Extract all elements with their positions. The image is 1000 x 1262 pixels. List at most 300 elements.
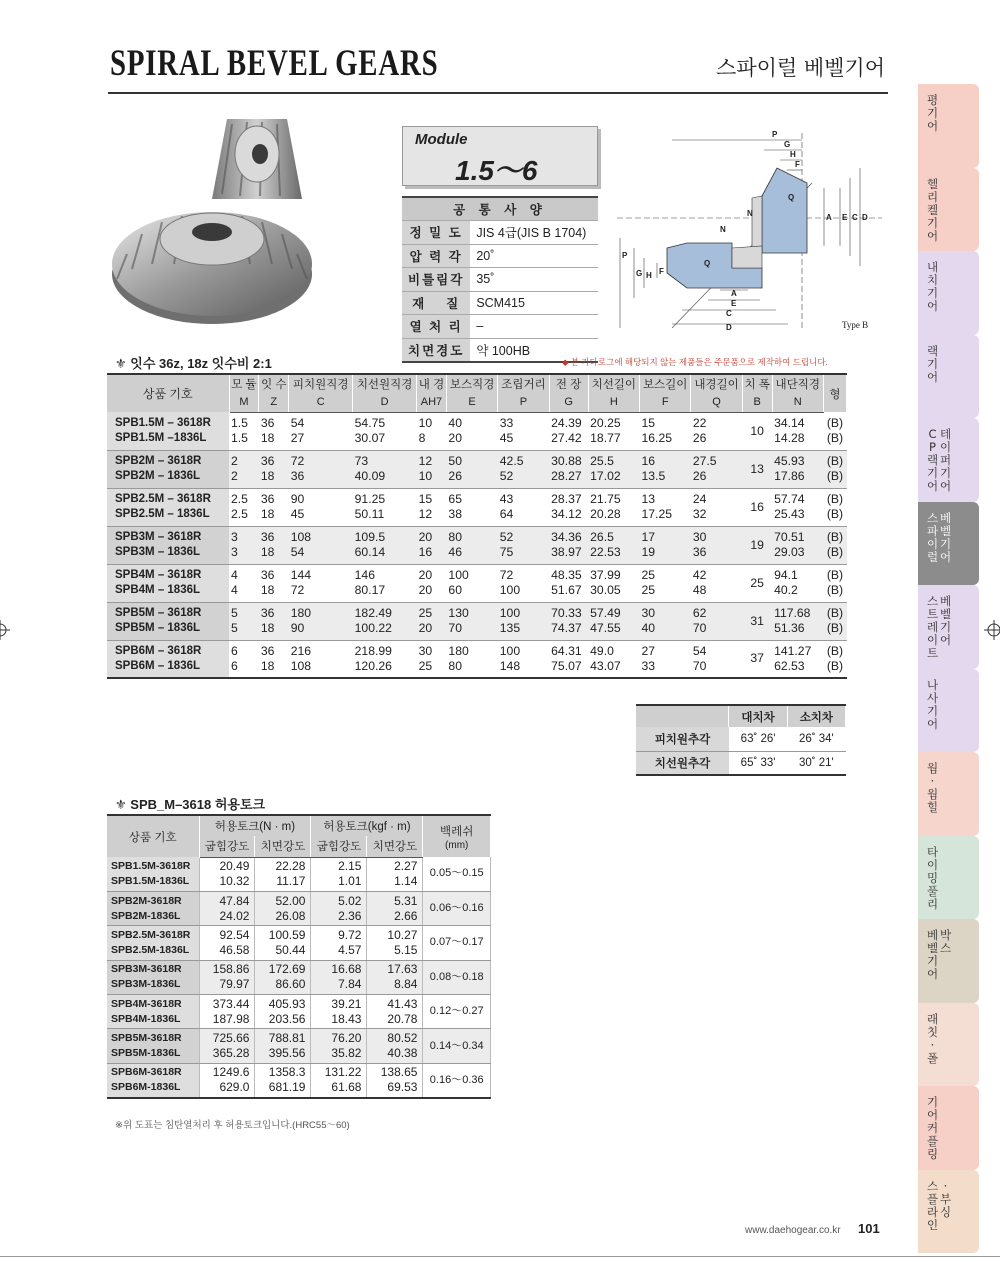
cell-P: 72 100 (498, 564, 549, 602)
spec-row (402, 291, 598, 315)
col-subheader: C (289, 393, 353, 412)
cell-E: 80 46 (446, 526, 497, 564)
backlash-cell: 0.14～0.34 (423, 1029, 491, 1063)
torque-section-title (115, 794, 265, 813)
torque-subheader: 치면강도 (367, 836, 423, 857)
cell-Q: 24 32 (691, 488, 742, 526)
cell-D: 182.49 100.22 (353, 602, 417, 640)
category-tab[interactable] (918, 168, 979, 252)
cell-H: 26.5 22.53 (588, 526, 639, 564)
cell-H: 37.99 30.05 (588, 564, 639, 602)
category-tab-label: 스플라인·부싱 (926, 1178, 952, 1232)
col-header: 피치원직경 (289, 374, 353, 393)
torque-cell: 1358.3 681.19 (255, 1063, 311, 1097)
cell-F: 17 19 (640, 526, 691, 564)
col-subheader: D (353, 393, 417, 412)
category-tab-label: 헬리켈기어 (926, 176, 939, 243)
dim-label: F (659, 267, 664, 276)
cell-G: 28.37 34.12 (549, 488, 588, 526)
cell-D: 91.25 50.11 (353, 488, 417, 526)
category-tab[interactable] (918, 585, 979, 669)
cell-type: (B) (B) (823, 602, 846, 640)
dim-label: P (772, 130, 778, 139)
common-spec-table (402, 196, 598, 363)
spec-value: 35˚ (470, 268, 598, 292)
cell-E: 50 26 (446, 450, 497, 488)
category-tab[interactable] (918, 1170, 979, 1254)
torque-cell: 52.00 26.08 (255, 891, 311, 925)
dim-label: P (622, 251, 628, 260)
torque-cell: 17.63 8.84 (367, 960, 423, 994)
torque-cell: 5.31 2.66 (367, 891, 423, 925)
product-code: SPB1.5M-3618R SPB1.5M-1836L (107, 857, 199, 891)
product-code: SPB1.5M – 3618R SPB1.5M –1836L (107, 412, 229, 450)
dim-label: A (731, 289, 737, 298)
registration-mark-icon (0, 620, 10, 640)
page-title-ko: 스파이럴 베벨기어 (716, 56, 885, 80)
cell-type: (B) (B) (823, 412, 846, 450)
cell-N: 94.1 40.2 (772, 564, 823, 602)
cell-A: 10 8 (417, 412, 447, 450)
angle-header: 소치차 (787, 705, 845, 727)
backlash-cell: 0.07～0.17 (423, 926, 491, 960)
col-subheader: P (498, 393, 549, 412)
cell-P: 100 148 (498, 640, 549, 678)
col-header: 치 폭 (742, 374, 772, 393)
torque-cell: 9.72 4.57 (311, 926, 367, 960)
dim-label: D (726, 323, 732, 332)
torque-cell: 405.93 203.56 (255, 995, 311, 1029)
torque-cell: 10.27 5.15 (367, 926, 423, 960)
dim-label: H (646, 271, 652, 280)
cell-N: 117.68 51.36 (772, 602, 823, 640)
page-title-en: SPIRAL BEVEL GEARS (110, 43, 439, 84)
dim-label: E (731, 299, 737, 308)
torque-cell: 5.02 2.36 (311, 891, 367, 925)
dim-label: Q (704, 259, 711, 268)
cell-Z: 36 18 (259, 488, 289, 526)
spec-row (402, 315, 598, 339)
angle-label: 치선원추각 (636, 751, 729, 775)
col-subheader: N (772, 393, 823, 412)
dim-label: Q (788, 193, 795, 202)
col-header: 내단직경 (772, 374, 823, 393)
backlash-cell: 0.08～0.18 (423, 960, 491, 994)
table-row (107, 891, 491, 925)
diagram-caption: Type B (842, 320, 869, 330)
cell-M: 6 6 (229, 640, 259, 678)
category-tab-label: 스트레이트베벨기어 (926, 594, 952, 660)
cell-G: 70.33 74.37 (549, 602, 588, 640)
cell-F: 15 16.25 (640, 412, 691, 450)
col-subheader: M (229, 393, 259, 412)
col-header: 잇 수 (259, 374, 289, 393)
cell-Q: 30 36 (691, 526, 742, 564)
table-row (107, 1029, 491, 1063)
cell-D: 73 40.09 (353, 450, 417, 488)
cell-N: 57.74 25.43 (772, 488, 823, 526)
cell-G: 24.39 27.42 (549, 412, 588, 450)
category-tabs (918, 84, 979, 1253)
angle-row (636, 751, 846, 775)
gear-dimension-diagram (612, 128, 882, 334)
category-tab-label: 내치기어 (926, 260, 939, 313)
torque-cell: 2.27 1.14 (367, 857, 423, 891)
cell-Z: 36 18 (259, 526, 289, 564)
spec-value: 약 100HB (470, 338, 598, 362)
product-code: SPB2M – 3618R SPB2M – 1836L (107, 450, 229, 488)
cell-Z: 36 18 (259, 640, 289, 678)
angle-value: 26˚ 34' (787, 727, 845, 751)
cell-M: 3 3 (229, 526, 259, 564)
spec-key: 정 밀 도 (402, 221, 470, 245)
category-tab[interactable] (918, 1086, 979, 1170)
torque-cell: 76.20 35.82 (311, 1029, 367, 1063)
dim-label: N (720, 225, 726, 234)
cell-Q: 62 70 (691, 602, 742, 640)
spec-value: – (470, 315, 598, 339)
cell-H: 49.0 43.07 (588, 640, 639, 678)
cell-E: 65 38 (446, 488, 497, 526)
cell-G: 30.88 28.27 (549, 450, 588, 488)
torque-note: ※위 도표는 침탄열처리 후 허용토크입니다.(HRC55～60) (115, 1120, 350, 1131)
cell-D: 218.99 120.26 (353, 640, 417, 678)
cell-M: 2 2 (229, 450, 259, 488)
angle-corner (636, 705, 729, 727)
col-header: 치선원직경 (353, 374, 417, 393)
category-tab[interactable] (918, 752, 979, 836)
table-row (107, 857, 491, 891)
cell-E: 100 60 (446, 564, 497, 602)
cell-C: 72 36 (289, 450, 353, 488)
category-tab-label: 웜·웜힐 (926, 761, 939, 814)
cell-Z: 36 18 (259, 450, 289, 488)
product-code: SPB6M-3618R SPB6M-1836L (107, 1063, 199, 1097)
col-header: 치선길이 (588, 374, 639, 393)
col-header: 보스직경 (446, 374, 497, 393)
dim-label: G (636, 269, 643, 278)
cell-B: 25 (742, 564, 772, 602)
category-tab-label: CP랙기어테이퍼기어 (926, 427, 952, 493)
cone-angle-table (636, 704, 846, 776)
category-tab-label: 래칫·폴 (926, 1011, 939, 1065)
registration-mark-icon (984, 620, 1000, 640)
col-subheader: E (446, 393, 497, 412)
category-tab[interactable] (918, 502, 979, 586)
col-header: 내 경 (417, 374, 447, 393)
spec-title: 공 통 사 양 (402, 197, 598, 221)
table-row (107, 960, 491, 994)
cell-M: 5 5 (229, 602, 259, 640)
col-header: 모 듈 (229, 374, 259, 393)
torque-table (107, 814, 491, 1099)
category-tab-label: 나사기어 (926, 677, 939, 731)
product-code: SPB5M – 3618R SPB5M – 1836L (107, 602, 229, 640)
custom-order-note: ◆ 본 카다로그에 해당되지 않는 제품들은 주문품으로 제작하여 드립니다. (562, 357, 828, 367)
cell-B: 31 (742, 602, 772, 640)
product-code: SPB3M-3618R SPB3M-1836L (107, 960, 199, 994)
dim-label: A (826, 213, 832, 222)
cell-A: 12 10 (417, 450, 447, 488)
gear-photo (112, 104, 347, 336)
fleur-icon: ⚜ (115, 797, 127, 812)
category-tab-label: 기어커플링 (926, 1095, 939, 1161)
angle-value: 65˚ 33' (729, 751, 787, 775)
torque-subheader: 굽힘강도 (199, 836, 255, 857)
cell-D: 109.5 60.14 (353, 526, 417, 564)
dim-label: H (790, 150, 796, 159)
cell-N: 45.93 17.86 (772, 450, 823, 488)
product-code: SPB6M – 3618R SPB6M – 1836L (107, 640, 229, 678)
cell-H: 57.49 47.55 (588, 602, 639, 640)
torque-cell: 2.15 1.01 (311, 857, 367, 891)
torque-cell: 39.21 18.43 (311, 995, 367, 1029)
product-code: SPB4M – 3618R SPB4M – 1836L (107, 564, 229, 602)
cell-A: 30 25 (417, 640, 447, 678)
torque-header-backlash: 백레쉬 (mm) (423, 815, 491, 857)
angle-value: 30˚ 21' (787, 751, 845, 775)
cell-C: 90 45 (289, 488, 353, 526)
cell-G: 64.31 75.07 (549, 640, 588, 678)
torque-cell: 1249.6 629.0 (199, 1063, 255, 1097)
fleur-icon: ⚜ (115, 356, 127, 371)
cell-type: (B) (B) (823, 526, 846, 564)
cell-F: 27 33 (640, 640, 691, 678)
torque-cell: 16.68 7.84 (311, 960, 367, 994)
main-section-text: 잇수 36z, 18z 잇수비 2:1 (130, 356, 272, 371)
spec-value: SCM415 (470, 291, 598, 315)
category-tab-label: 타이밍풀리 (926, 844, 939, 911)
cell-M: 4 4 (229, 564, 259, 602)
cell-P: 43 64 (498, 488, 549, 526)
product-code: SPB2M-3618R SPB2M-1836L (107, 891, 199, 925)
cell-B: 13 (742, 450, 772, 488)
dim-label: D (862, 213, 868, 222)
cell-A: 15 12 (417, 488, 447, 526)
torque-section-text: SPB_M–3618 허용토크 (130, 797, 266, 812)
col-header: 조립거리 (498, 374, 549, 393)
cell-F: 25 25 (640, 564, 691, 602)
torque-cell: 41.43 20.78 (367, 995, 423, 1029)
product-code: SPB2.5M – 3618R SPB2.5M – 1836L (107, 488, 229, 526)
module-value: 1.5～6 (455, 155, 538, 186)
product-code: SPB5M-3618R SPB5M-1836L (107, 1029, 199, 1063)
cell-G: 48.35 51.67 (549, 564, 588, 602)
torque-subheader: 굽힘강도 (311, 836, 367, 857)
dim-label: F (795, 160, 800, 169)
backlash-cell: 0.06～0.16 (423, 891, 491, 925)
cell-Q: 22 26 (691, 412, 742, 450)
dim-label: E (842, 213, 848, 222)
cell-E: 130 70 (446, 602, 497, 640)
dim-label: C (852, 213, 858, 222)
table-row (107, 564, 847, 602)
product-code: SPB4M-3618R SPB4M-1836L (107, 995, 199, 1029)
spec-value: 20˚ (470, 244, 598, 268)
torque-cell: 22.28 11.17 (255, 857, 311, 891)
category-tab-label: 랙기어 (926, 343, 939, 384)
cell-G: 34.36 38.97 (549, 526, 588, 564)
spec-value: JIS 4급(JIS B 1704) (470, 221, 598, 245)
angle-row (636, 727, 846, 751)
col-header-type: 형 (823, 374, 846, 412)
table-row (107, 995, 491, 1029)
cell-P: 52 75 (498, 526, 549, 564)
title-divider (108, 92, 888, 94)
cell-Z: 36 18 (259, 602, 289, 640)
torque-cell: 138.65 69.53 (367, 1063, 423, 1097)
module-badge (402, 126, 598, 186)
category-tab-label: 스파이럴베벨기어 (926, 510, 952, 564)
table-row (107, 526, 847, 564)
cell-E: 180 80 (446, 640, 497, 678)
col-subheader: B (742, 393, 772, 412)
table-row (107, 412, 847, 450)
footer-url[interactable]: www.daehogear.co.kr (745, 1225, 841, 1236)
cell-Q: 27.5 26 (691, 450, 742, 488)
table-row (107, 640, 847, 678)
category-tab[interactable] (918, 836, 979, 920)
col-subheader: H (588, 393, 639, 412)
cell-Z: 36 18 (259, 412, 289, 450)
table-row (107, 1063, 491, 1097)
cell-type: (B) (B) (823, 640, 846, 678)
torque-header-kgf: 허용토크(kgf · m) (311, 815, 423, 836)
torque-cell: 788.81 395.56 (255, 1029, 311, 1063)
cell-N: 70.51 29.03 (772, 526, 823, 564)
col-subheader: AH7 (417, 393, 447, 412)
cell-E: 40 20 (446, 412, 497, 450)
cell-N: 34.14 14.28 (772, 412, 823, 450)
spec-key: 열 처 리 (402, 315, 470, 339)
category-tab[interactable] (918, 919, 979, 1003)
spec-key: 비틀림각 (402, 268, 470, 292)
cell-F: 16 13.5 (640, 450, 691, 488)
cell-type: (B) (B) (823, 564, 846, 602)
col-header-code: 상품 기호 (107, 374, 229, 412)
torque-header-code: 상품 기호 (107, 815, 199, 857)
torque-cell: 158.86 79.97 (199, 960, 255, 994)
cell-N: 141.27 62.53 (772, 640, 823, 678)
torque-cell: 131.22 61.68 (311, 1063, 367, 1097)
spec-row (402, 268, 598, 292)
cell-H: 25.5 17.02 (588, 450, 639, 488)
table-row (107, 488, 847, 526)
category-tab[interactable] (918, 669, 979, 753)
dim-label: N (747, 209, 753, 218)
angle-label: 피치원추각 (636, 727, 729, 751)
col-subheader: Z (259, 393, 289, 412)
category-tab[interactable] (918, 1003, 979, 1087)
dimension-table (107, 373, 847, 679)
cell-H: 20.25 18.77 (588, 412, 639, 450)
backlash-cell: 0.16～0.36 (423, 1063, 491, 1097)
torque-header-nm: 허용토크(N · m) (199, 815, 311, 836)
spec-key: 재 질 (402, 291, 470, 315)
col-subheader: G (549, 393, 588, 412)
bottom-divider (0, 1256, 1000, 1257)
backlash-cell: 0.12～0.27 (423, 995, 491, 1029)
torque-cell: 92.54 46.58 (199, 926, 255, 960)
cell-P: 100 135 (498, 602, 549, 640)
cell-C: 144 72 (289, 564, 353, 602)
product-code: SPB3M – 3618R SPB3M – 1836L (107, 526, 229, 564)
category-tab[interactable] (918, 335, 979, 419)
main-section-title (115, 353, 272, 372)
table-row (107, 450, 847, 488)
col-header: 보스길이 (640, 374, 691, 393)
cell-C: 216 108 (289, 640, 353, 678)
torque-cell: 172.69 86.60 (255, 960, 311, 994)
category-tab[interactable] (918, 251, 979, 335)
cell-A: 20 20 (417, 564, 447, 602)
cell-B: 37 (742, 640, 772, 678)
angle-header: 대치차 (729, 705, 787, 727)
torque-cell: 47.84 24.02 (199, 891, 255, 925)
spec-key: 치면경도 (402, 338, 470, 362)
cell-M: 2.5 2.5 (229, 488, 259, 526)
backlash-cell: 0.05～0.15 (423, 857, 491, 891)
cell-C: 108 54 (289, 526, 353, 564)
cell-Q: 54 70 (691, 640, 742, 678)
cell-C: 54 27 (289, 412, 353, 450)
spec-row (402, 221, 598, 245)
col-header: 전 장 (549, 374, 588, 393)
cell-Z: 36 18 (259, 564, 289, 602)
cell-type: (B) (B) (823, 488, 846, 526)
torque-cell: 373.44 187.98 (199, 995, 255, 1029)
cell-P: 42.5 52 (498, 450, 549, 488)
category-tab[interactable] (918, 418, 979, 502)
page-number: 101 (858, 1221, 880, 1236)
col-header: 내경길이 (691, 374, 742, 393)
torque-cell: 80.52 40.38 (367, 1029, 423, 1063)
cell-F: 13 17.25 (640, 488, 691, 526)
category-tab-label: 베벨기어박스 (926, 928, 952, 981)
col-subheader: F (640, 393, 691, 412)
cell-P: 33 45 (498, 412, 549, 450)
angle-value: 63˚ 26' (729, 727, 787, 751)
category-tab-label: 평기어 (926, 93, 939, 133)
table-row (107, 602, 847, 640)
dim-label: C (726, 309, 732, 318)
cell-A: 20 16 (417, 526, 447, 564)
product-code: SPB2.5M-3618R SPB2.5M-1836L (107, 926, 199, 960)
cell-A: 25 20 (417, 602, 447, 640)
cell-B: 10 (742, 412, 772, 450)
cell-B: 19 (742, 526, 772, 564)
cell-Q: 42 48 (691, 564, 742, 602)
category-tab[interactable] (918, 84, 979, 168)
torque-cell: 20.49 10.32 (199, 857, 255, 891)
cell-M: 1.5 1.5 (229, 412, 259, 450)
cell-C: 180 90 (289, 602, 353, 640)
torque-cell: 100.59 50.44 (255, 926, 311, 960)
cell-F: 30 40 (640, 602, 691, 640)
torque-cell: 725.66 365.28 (199, 1029, 255, 1063)
torque-subheader: 치면강도 (255, 836, 311, 857)
module-label: Module (415, 131, 468, 148)
cell-D: 54.75 30.07 (353, 412, 417, 450)
col-subheader: Q (691, 393, 742, 412)
dim-label: G (784, 140, 791, 149)
cell-D: 146 80.17 (353, 564, 417, 602)
spec-row (402, 244, 598, 268)
cell-B: 16 (742, 488, 772, 526)
cell-H: 21.75 20.28 (588, 488, 639, 526)
cell-type: (B) (B) (823, 450, 846, 488)
table-row (107, 926, 491, 960)
